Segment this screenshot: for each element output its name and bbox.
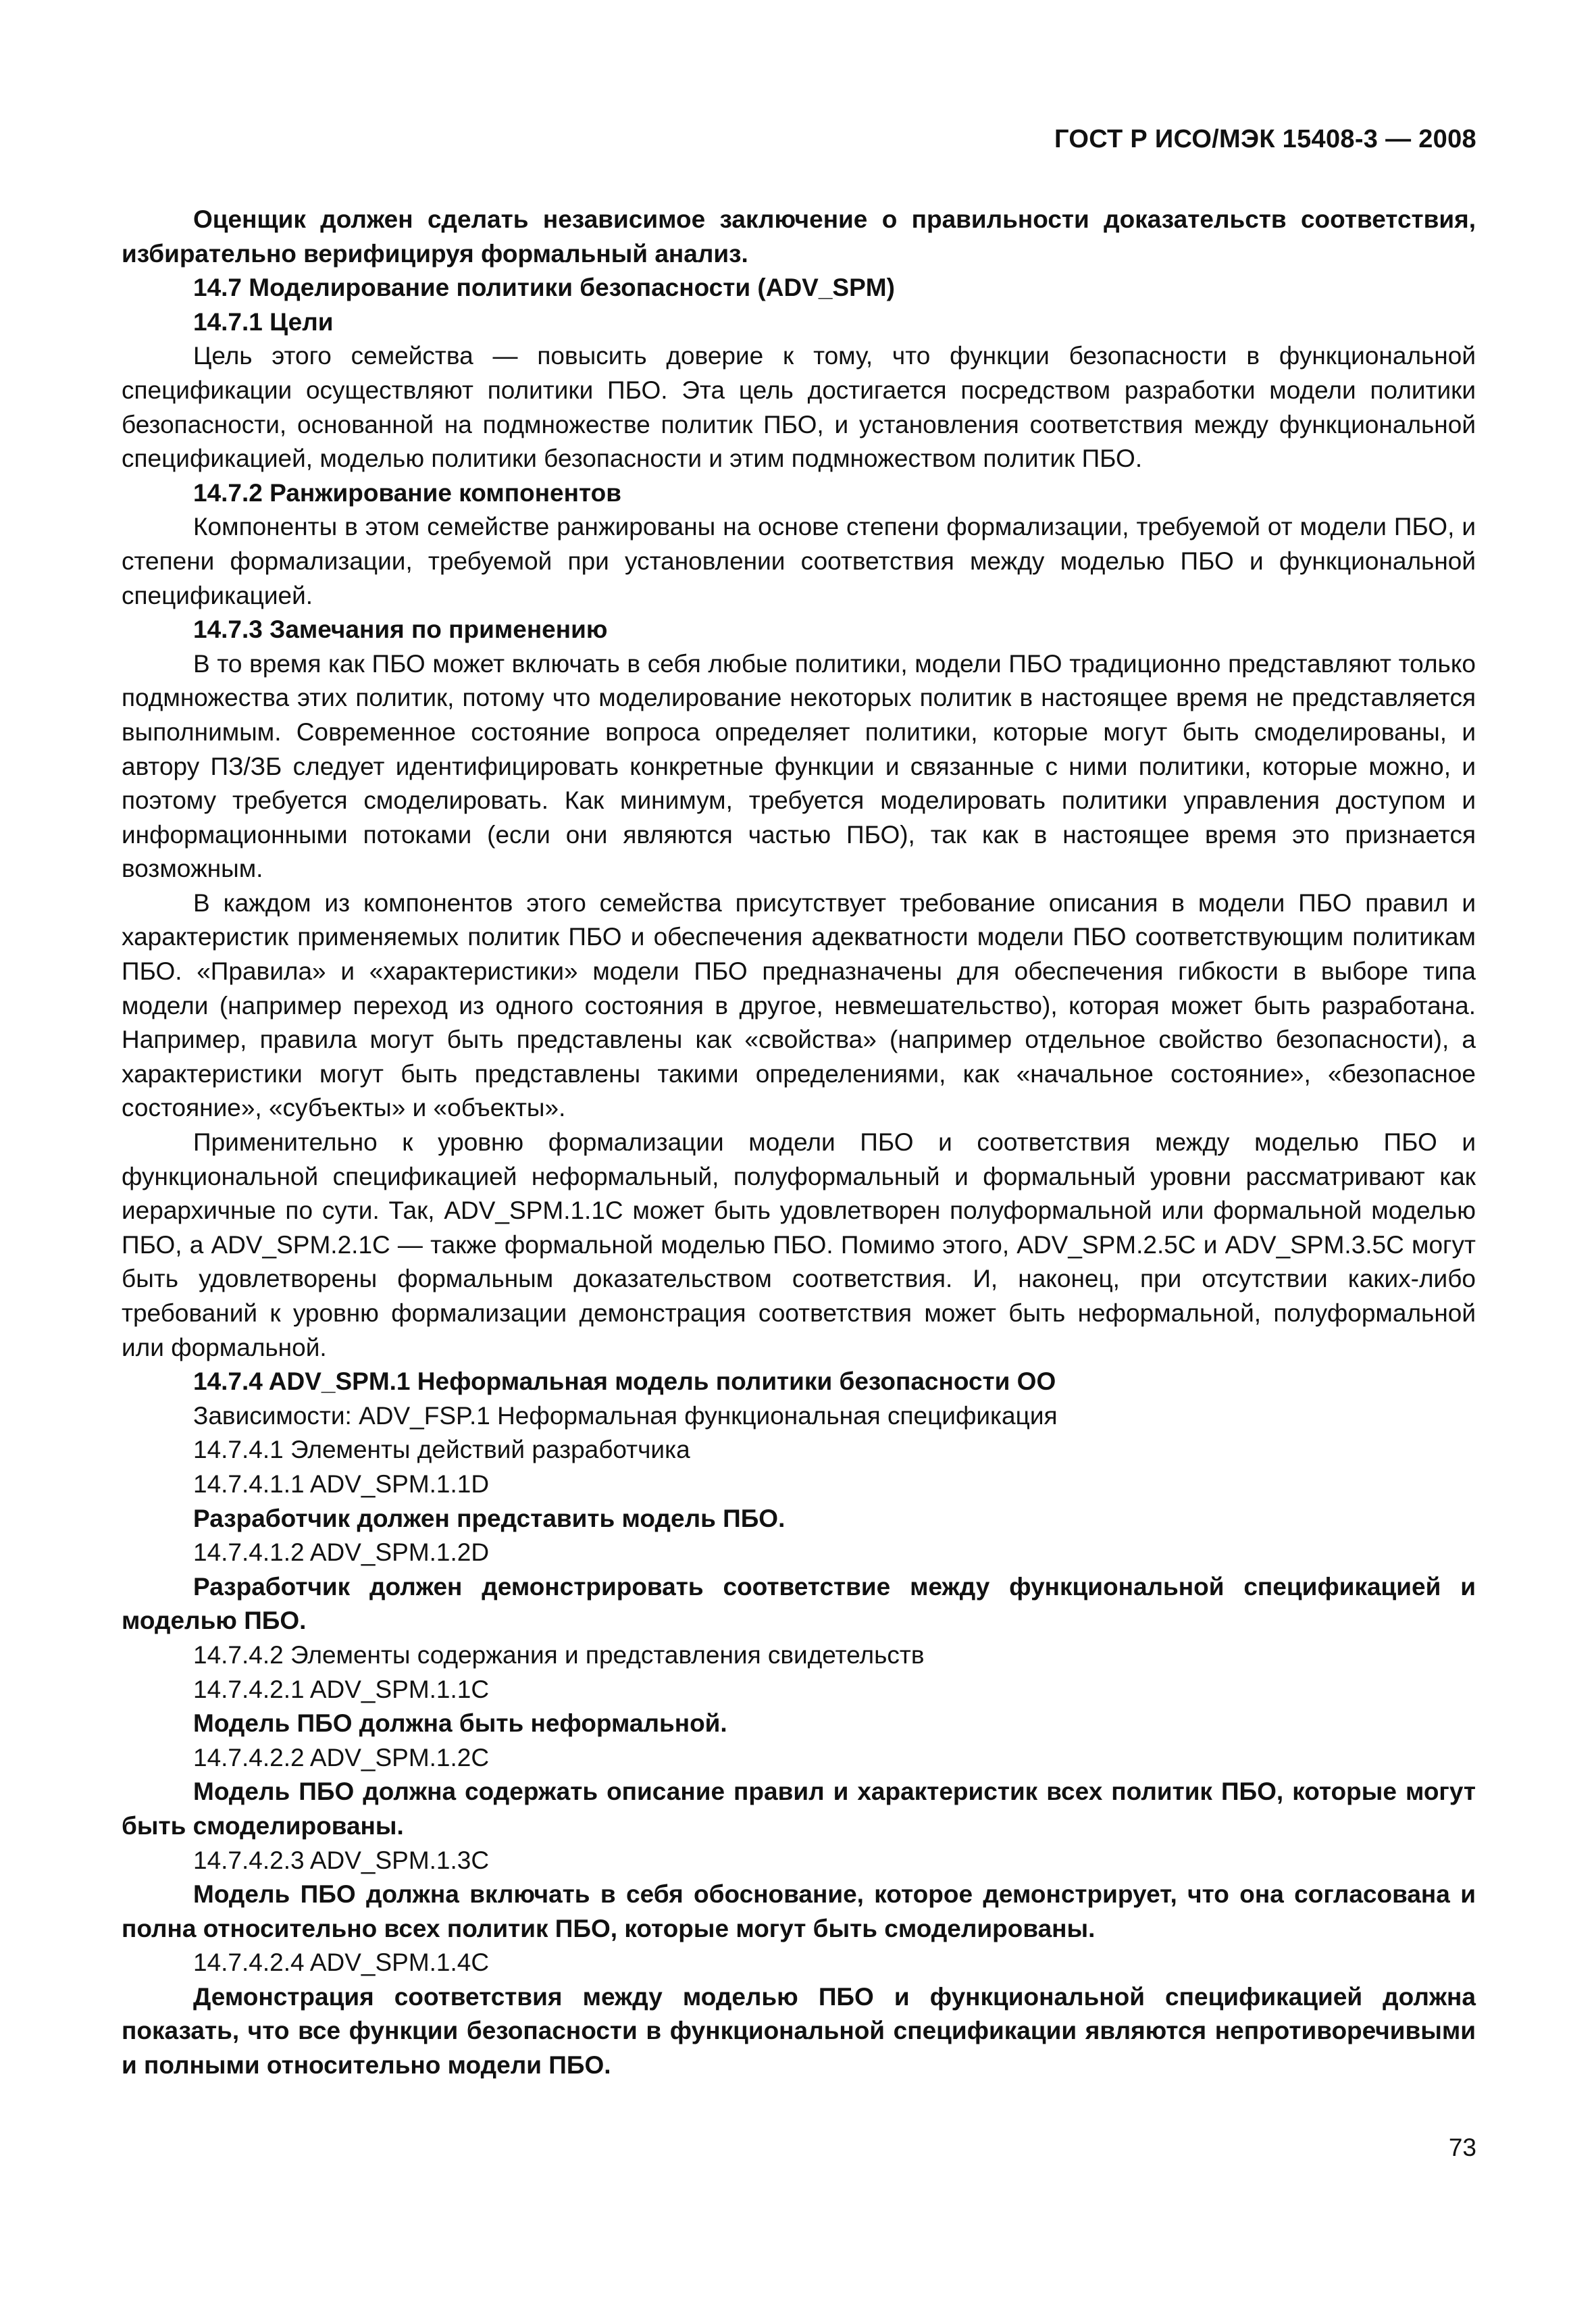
paragraph: Цель этого семейства — повысить доверие к тому, что функции безопасности в функциональной спецификации осуществляют политики ПБО. Эта цель достигается посредством разработки модели политики безопасности, основанной на подмножестве политик ПБО, и установления соответствия между функциональной спецификацией, моделью политики безопасности и этим подмножеством политик ПБО. bbox=[122, 342, 1476, 473]
element-id: 14.7.4.1.2 ADV_SPM.1.2D bbox=[193, 1538, 490, 1567]
paragraph: Компоненты в этом семействе ранжированы на основе степени формализации, требуемой от модели ПБО, и степени формализации, требуемой при установлении соответствия между моделью ПБО и функциональной спецификацией. bbox=[122, 513, 1476, 609]
page-body bbox=[122, 203, 1476, 2083]
requirement-text: Модель ПБО должна быть неформальной. bbox=[193, 1709, 727, 1738]
page-number: 73 bbox=[1448, 2134, 1476, 2161]
subsection-label: 14.7.4.2 Элементы содержания и представления свидетельств bbox=[193, 1640, 925, 1669]
requirement-text: Модель ПБО должна содержать описание правил и характеристик всех политик ПБО, которые могут быть смоделированы. bbox=[122, 1778, 1476, 1840]
requirement-text: Разработчик должен представить модель ПБО. bbox=[193, 1504, 786, 1532]
element-id: 14.7.4.2.3 ADV_SPM.1.3C bbox=[193, 1846, 490, 1874]
requirement-text: Демонстрация соответствия между моделью ПБО и функциональной спецификацией должна показать, что все функции безопасности в функциональной спецификации являются непротиворечивыми и полными относительно модели ПБО. bbox=[122, 1982, 1476, 2080]
section-heading-14-7-3: 14.7.3 Замечания по применению bbox=[193, 615, 608, 644]
paragraph: Применительно к уровню формализации модели ПБО и соответствия между моделью ПБО и функциональной спецификацией неформальный, полуформальный и формальный уровни рассматривают как иерархичные по сути. Так, ADV_SPM.1.1C может быть удовлетворен полуформальной или формальной моделью ПБО, а ADV_SPM.2.1C — также формальной моделью ПБО. Помимо этого, ADV_SPM.2.5C и ADV_SPM.3.5C могут быть удовлетворены формальным доказательством соответствия. И, наконец, при отсутствии каких-либо требований к уровню формализации демонстрация соответствия может быть неформальной, полуформальной или формальной. bbox=[122, 1128, 1476, 1361]
element-id: 14.7.4.2.2 ADV_SPM.1.2C bbox=[193, 1743, 490, 1771]
requirement-text: Разработчик должен демонстрировать соответствие между функциональной спецификацией и моделью ПБО. bbox=[122, 1572, 1476, 1635]
paragraph: В каждом из компонентов этого семейства присутствует требование описания в модели ПБО правил и характеристик применяемых политик ПБО и обеспечения адекватности модели ПБО соответствующим политикам ПБО. «Правила» и «характеристики» модели ПБО предназначены для обеспечения гибкости в выборе типа модели (например переход из одного состояния в другое, невмешательство), которая может быть разработана. Например, правила могут быть представлены как «свойства» (например отдельное свойство безопасности), а характеристики могут быть представлены такими определениями, как «начальное состояние», «безопасное состояние», «субъекты» и «объекты». bbox=[122, 888, 1476, 1122]
section-heading-14-7-2: 14.7.2 Ранжирование компонентов bbox=[193, 478, 621, 507]
requirement-text: Модель ПБО должна включать в себя обоснование, которое демонстрирует, что она согласована и полна относительно всех политик ПБО, которые могут быть смоделированы. bbox=[122, 1880, 1476, 1942]
paragraph: В то время как ПБО может включать в себя любые политики, модели ПБО традиционно представляют только подмножества этих политик, потому что моделирование некоторых политик в настоящее время не представляется выполнимым. Современное состояние вопроса определяет политики, которые могут быть смоделированы, и автору ПЗ/ЗБ следует идентифицировать конкретные функции и связанные с ними политики, которые можно, и поэтому требуется смоделировать. Как минимум, требуется моделировать политики управления доступом и информационными потоками (если они являются частью ПБО), так как в настоящее время это признается возможным. bbox=[122, 649, 1476, 883]
paragraph: Оценщик должен сделать независимое заключение о правильности доказательств соответствия, избирательно верифицируя формальный анализ. bbox=[122, 205, 1476, 268]
element-id: 14.7.4.2.4 ADV_SPM.1.4C bbox=[193, 1948, 490, 1977]
standard-header: ГОСТ Р ИСО/МЭК 15408-3 — 2008 bbox=[1054, 125, 1476, 153]
dependencies-line: Зависимости: ADV_FSP.1 Неформальная функциональная спецификация bbox=[193, 1401, 1058, 1430]
element-id: 14.7.4.2.1 ADV_SPM.1.1C bbox=[193, 1675, 490, 1703]
section-heading-14-7: 14.7 Моделирование политики безопасности (ADV_SPM) bbox=[193, 274, 895, 302]
subsection-label: 14.7.4.1 Элементы действий разработчика bbox=[193, 1436, 690, 1464]
element-id: 14.7.4.1.1 ADV_SPM.1.1D bbox=[193, 1469, 490, 1498]
section-heading-14-7-1: 14.7.1 Цели bbox=[193, 307, 334, 336]
section-heading-14-7-4: 14.7.4 ADV_SPM.1 Неформальная модель политики безопасности ОО bbox=[193, 1367, 1056, 1396]
